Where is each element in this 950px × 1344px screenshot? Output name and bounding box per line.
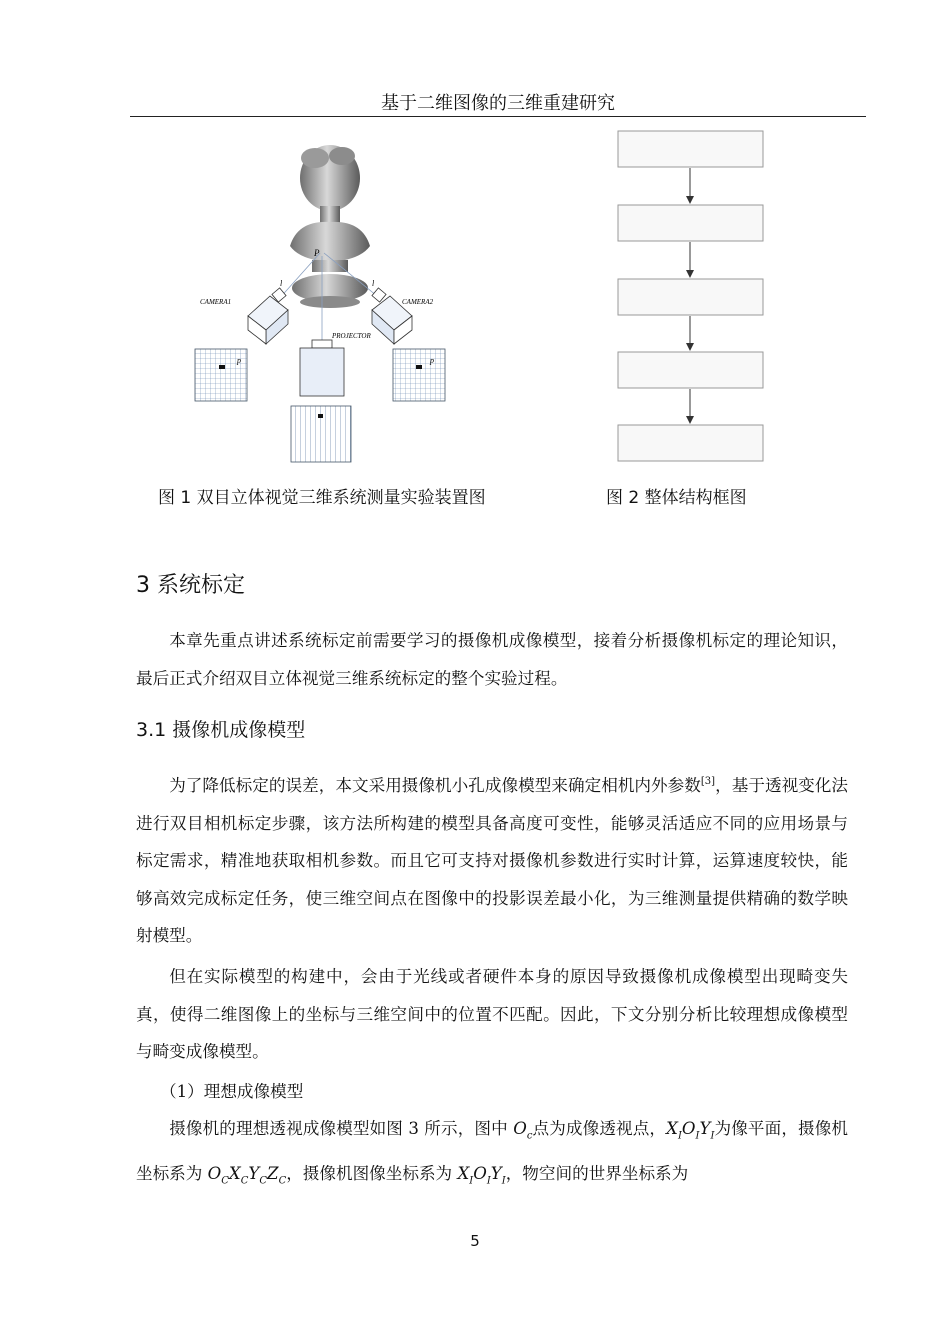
list-item-ideal-model: （1）理想成像模型 (160, 1082, 304, 1101)
projected-stripe-pattern (291, 406, 351, 462)
camera2-label: CAMERA2 (402, 298, 434, 306)
right-p-label: p (430, 356, 434, 365)
paragraph-2: 但在实际模型的构建中，会由于光线或者硬件本身的原因导致摄像机成像模型出现畸变失真，使得二维图像上的坐标与三维空间中的位置不匹配。因此，下文分别分析比较理想成像模型与畸变成像模型。 (136, 967, 848, 1061)
flow-box-1 (618, 131, 763, 167)
math-camera-frame: $O_CX_CY_CZ_C$ (207, 1163, 287, 1187)
math-oc: $O_c$ (513, 1119, 533, 1142)
figure-1-stereo-setup (190, 138, 460, 466)
left-p-label: p (237, 356, 241, 365)
projector (300, 340, 344, 396)
math-xioiyi: $X_IO_IY_I$ (666, 1119, 715, 1142)
paragraph-1: 为了降低标定的误差，本文采用摄像机小孔成像模型来确定相机内外参数[3]，基于透视变化法进行双目相机标定步骤，该方法所构建的模型具备高度可变性，能够灵活适应不同的应用场景与标定需求，精准地获取相机参数。而且它可支持对摄像机参数进行实时计算，运算速度较快，能够高效完成标定任务，使三维空间点在图像中的投影误差最小化，为三维测量提供精确的数学映射模型。 (136, 776, 849, 945)
section-title: 3 系统标定 (136, 573, 245, 598)
projector-label: PROJECTOR (332, 332, 371, 340)
flow-box-3 (618, 279, 763, 315)
flow-box-5 (618, 425, 763, 461)
intro-paragraph: 本章先重点讲述系统标定前需要学习的摄像机成像模型，接着分析摄像机标定的理论知识，最后正式介绍双目立体视觉三维系统标定的整个实验过程。 (136, 631, 848, 688)
bust-statue (290, 145, 370, 308)
header-rule (130, 116, 866, 117)
ray-l1-label: l (280, 279, 283, 288)
flow-box-4 (618, 352, 763, 388)
page-number: 5 (470, 1232, 480, 1250)
point-p-label: P (314, 248, 320, 258)
flow-box-2 (618, 205, 763, 241)
math-image-frame: $X_IO_IY_I$ (457, 1163, 506, 1187)
running-header: 基于二维图像的三维重建研究 (381, 93, 615, 114)
camera-2 (372, 288, 412, 344)
paragraph-3: 摄像机的理想透视成像模型如图 3 所示，图中 $O_c$点为成像透视点，$X_IO_IY_I$为像平面，摄像机坐标系为 $O_CX_CY_CZ_C$，摄像机图像坐标系为 $X_IO_IY_I$，物空间的世界坐标系为 (136, 1119, 849, 1187)
subsection-title: 3.1 摄像机成像模型 (136, 719, 306, 741)
citation-ref[interactable]: [3] (700, 776, 716, 787)
ray-l2-label: l (372, 279, 375, 288)
camera1-label: CAMERA1 (200, 298, 232, 306)
figure-2-flow-diagram (610, 128, 770, 468)
camera-1 (248, 288, 288, 344)
figure-1-caption: 图 1 双目立体视觉三维系统测量实验装置图 (158, 488, 486, 508)
right-image-plane (393, 349, 445, 401)
figure-2-caption: 图 2 整体结构框图 (606, 488, 747, 508)
